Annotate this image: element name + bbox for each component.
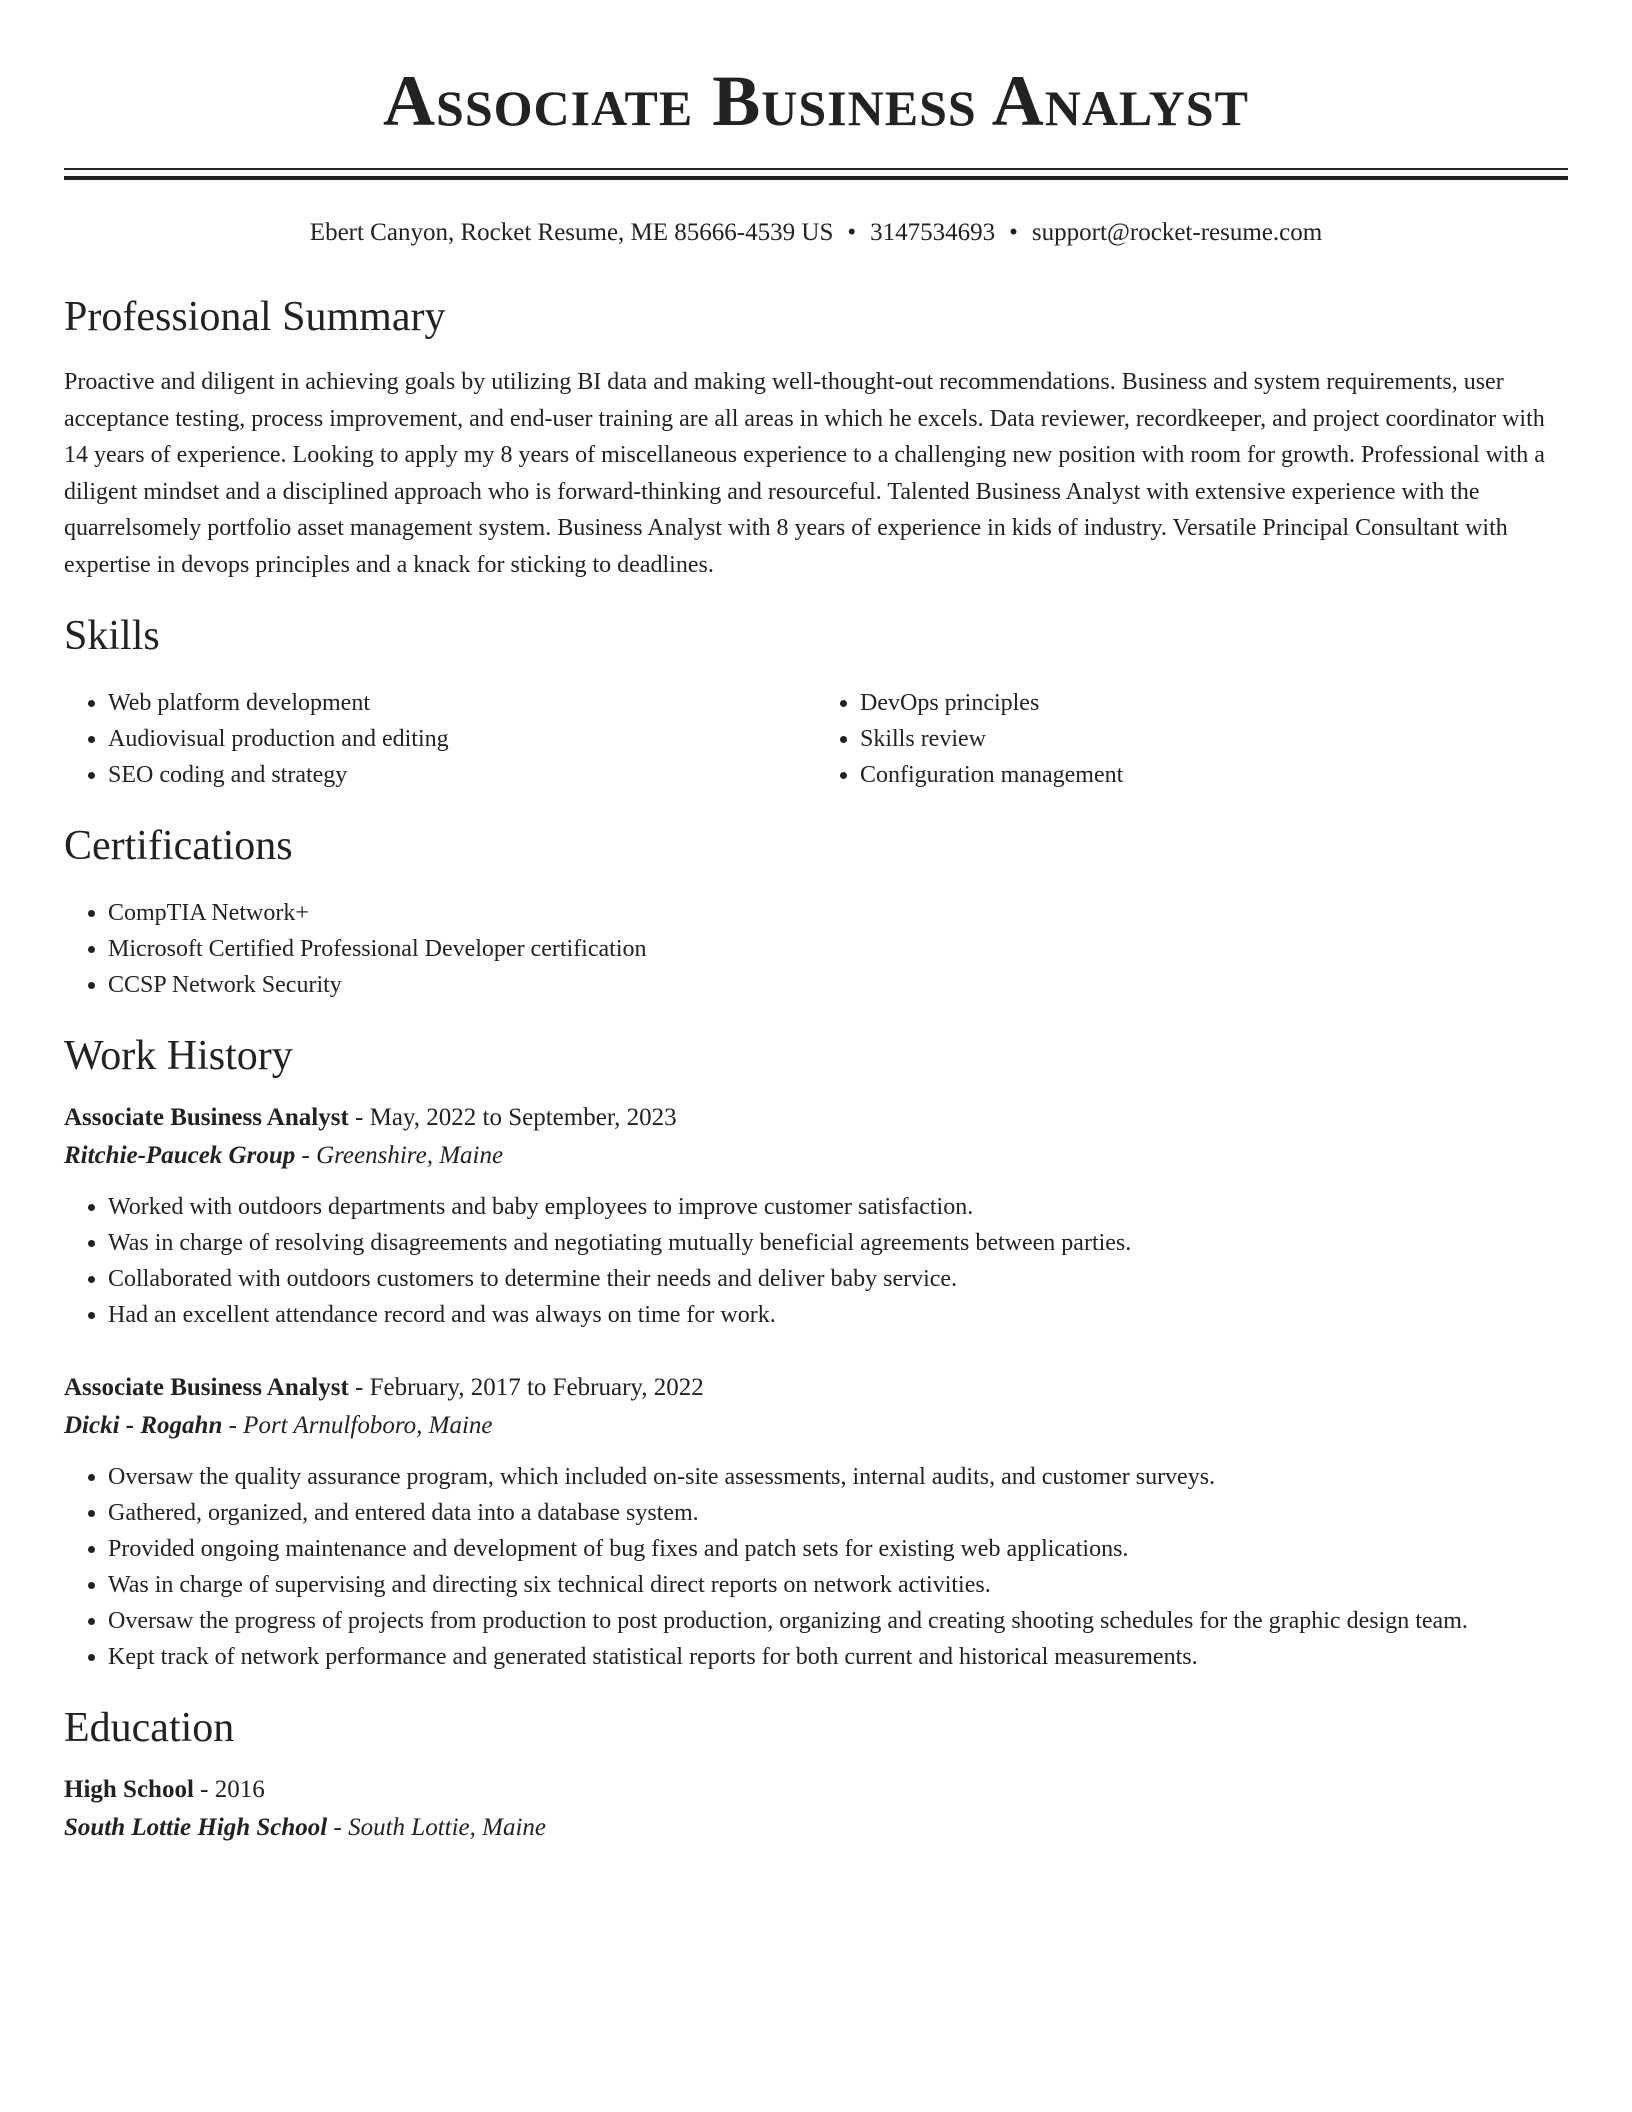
job-title-line [64, 1369, 1568, 1407]
job-bullet: • Had an excellent attendance record and was always on time for work. [108, 1297, 1568, 1333]
job-bullet: • Was in charge of supervising and directing six technical direct reports on network activities. [108, 1567, 1568, 1603]
school-line [64, 1809, 1568, 1847]
job-title: Associate Business Analyst [64, 1104, 349, 1131]
employer-line [64, 1407, 1568, 1445]
summary-heading: Professional Summary [64, 294, 446, 340]
contact-address: Ebert Canyon, Rocket Resume, ME 85666-4539 US [309, 219, 834, 246]
job-bullet: • Was in charge of resolving disagreements and negotiating mutually beneficial agreements between parties. [108, 1225, 1568, 1261]
certification-item: • CCSP Network Security [108, 967, 1568, 1003]
certifications-heading: Certifications [64, 823, 293, 869]
contact-phone: 3147534693 [870, 219, 996, 246]
job-dates: - February, 2017 to February, 2022 [348, 1374, 704, 1401]
contact-separator: • [1009, 219, 1018, 246]
skill-item: • Skills review [860, 721, 1568, 757]
job-bullet: • Provided ongoing maintenance and development of bug fixes and patch sets for existing web applications. [108, 1531, 1568, 1567]
degree-name: High School [64, 1776, 194, 1803]
education-heading: Education [64, 1705, 235, 1751]
school-location: - South Lottie, Maine [327, 1814, 546, 1841]
work-history-heading: Work History [64, 1033, 293, 1079]
job-entry [64, 1099, 1568, 1333]
skills-grid [64, 685, 1568, 793]
job-title: Associate Business Analyst [64, 1374, 349, 1401]
job-bullet: • Oversaw the progress of projects from production to post production, organizing and creating shooting schedules for the graphic design team. [108, 1603, 1568, 1639]
contact-separator: • [847, 219, 857, 246]
skill-item: • DevOps principles [860, 685, 1568, 721]
summary-text: Proactive and diligent in achieving goals by utilizing BI data and making well-thought-out recommendations. Business and system requirements, user acceptance testing, process improvement, and end-user training are all areas in which he excels. Data reviewer, recordkeeper, and project coordinator with 14 years of experience. Looking to apply my 8 years of miscellaneous experience to a challenging new position with room for growth. Professional with a diligent mindset and a disciplined approach who is forward-thinking and resourceful. Talented Business Analyst with extensive experience with the quarrelsomely portfolio asset management system. Business Analyst with 8 years of experience in kids of industry. Versatile Principal Consultant with expertise in devops principles and a knack for sticking to deadlines. [64, 369, 1545, 578]
degree-line [64, 1771, 1568, 1809]
header-divider-thick [64, 176, 1568, 180]
job-dates: - May, 2022 to September, 2023 [348, 1104, 677, 1131]
skill-item: • Audiovisual production and editing [108, 721, 816, 757]
employer-name: Dicki - Rogahn [64, 1412, 223, 1439]
employer-name: Ritchie-Paucek Group [64, 1142, 296, 1169]
job-bullet: • Gathered, organized, and entered data into a database system. [108, 1495, 1568, 1531]
header-divider-thin [64, 168, 1568, 170]
contact-email: support@rocket-resume.com [1031, 219, 1323, 246]
skill-item: • SEO coding and strategy [108, 757, 816, 793]
education-entry [64, 1771, 1568, 1847]
resume-name: Associate Business Analyst [383, 61, 1249, 141]
school-name: South Lottie High School [64, 1814, 328, 1841]
job-bullet: • Worked with outdoors departments and baby employees to improve customer satisfaction. [108, 1189, 1568, 1225]
job-bullets [64, 1459, 1568, 1675]
job-bullet: • Oversaw the quality assurance program, which included on-site assessments, internal audits, and customer surveys. [108, 1459, 1568, 1495]
employer-line [64, 1137, 1568, 1175]
skill-item: • Configuration management [860, 757, 1568, 793]
job-entry [64, 1369, 1568, 1675]
job-bullets [64, 1189, 1568, 1333]
contact-line [64, 216, 1568, 250]
graduation-year: - 2016 [193, 1776, 265, 1803]
employer-location: - Greenshire, Maine [295, 1142, 504, 1169]
job-bullet: • Kept track of network performance and generated statistical reports for both current and historical measurements. [108, 1639, 1568, 1675]
skills-list-right [816, 685, 1568, 793]
job-title-line [64, 1099, 1568, 1137]
certification-item: • Microsoft Certified Professional Developer certification [108, 931, 1568, 967]
employer-location: - Port Arnulfoboro, Maine [222, 1412, 493, 1439]
job-bullet: • Collaborated with outdoors customers to determine their needs and deliver baby service. [108, 1261, 1568, 1297]
skills-heading: Skills [64, 613, 160, 659]
skills-column-left [64, 685, 816, 793]
skill-item: • Web platform development [108, 685, 816, 721]
certification-item: • CompTIA Network+ [108, 895, 1568, 931]
skills-list-left [64, 685, 816, 793]
skills-column-right [816, 685, 1568, 793]
certifications-list [64, 895, 1568, 1003]
